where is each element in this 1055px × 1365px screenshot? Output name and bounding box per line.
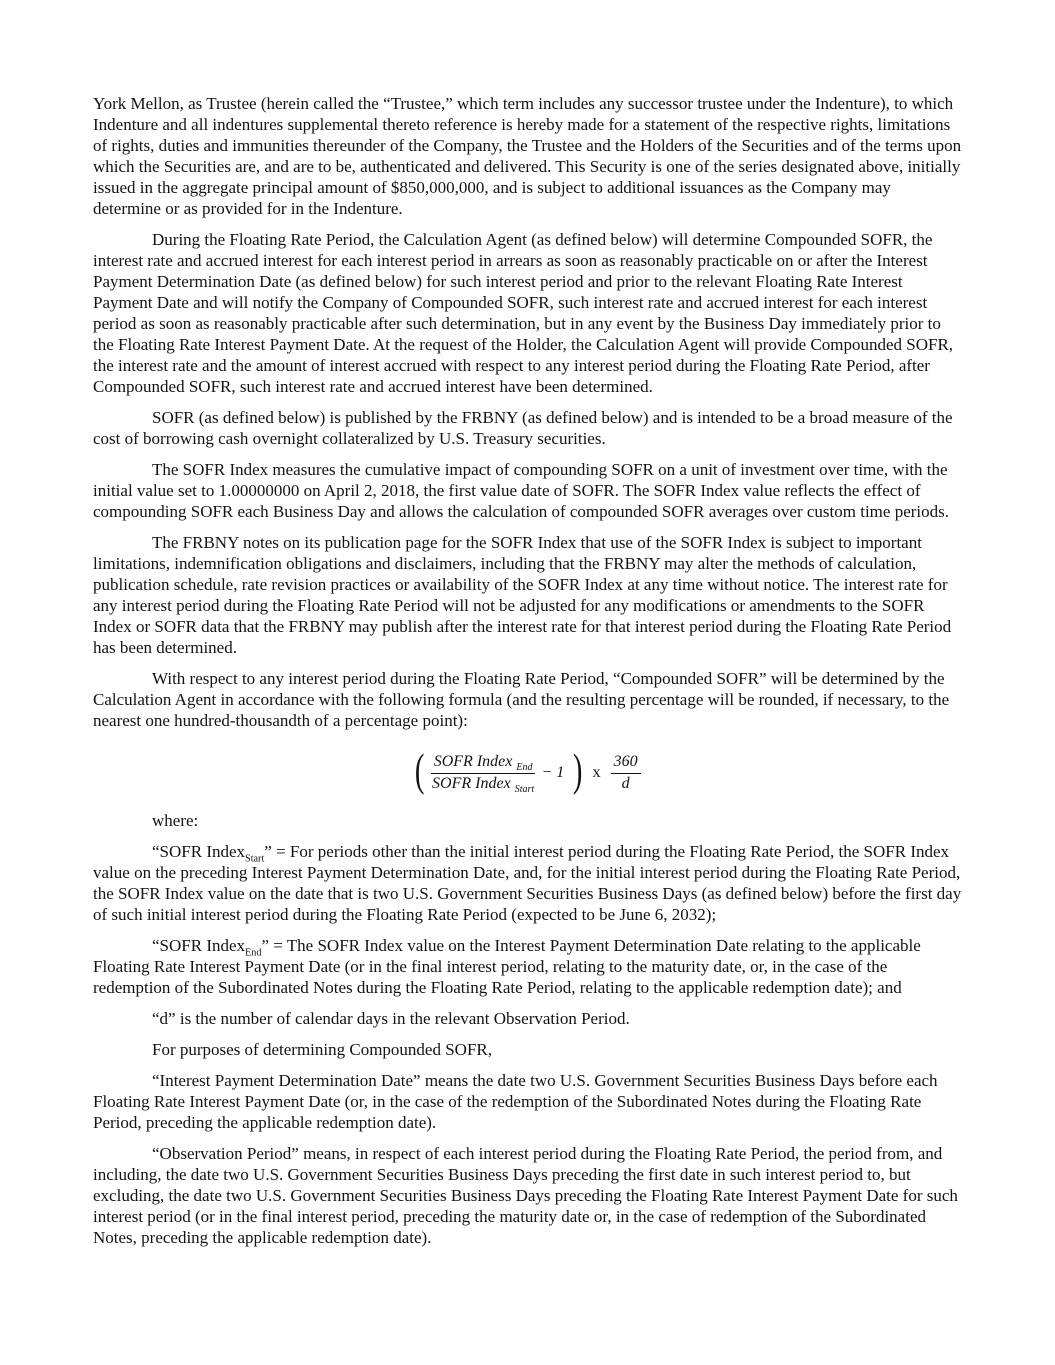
paragraph-sofr-definition: SOFR (as defined below) is published by the FRBNY (as defined below) and is intended to be a broad measure of the cost of borrowing cash overnight collateralized by U.S. Treasury securities. — [93, 408, 953, 448]
formula-denominator-text: SOFR Index — [432, 775, 515, 792]
formula-denominator-subscript: Start — [514, 784, 535, 796]
formula-numerator — [431, 753, 536, 774]
formula-minus-one: − 1 — [541, 763, 565, 781]
paragraph-formula-intro: With respect to any interest period during the Floating Rate Period, “Compounded SOFR” will be determined by the Calculation Agent in accordance with the following formula (and the resulting percentage will be rounded, if necessary, to the nearest one hundred-thousandth of a percentage point): — [93, 669, 950, 730]
formula-index-ratio — [431, 753, 536, 794]
paragraph-observation-period: “Observation Period” means, in respect of each interest period during the Floating Rate Period, the period from, and including, the date two U.S. Government Securities Business Days preceding the first date in such interest period to, but excluding, the date two U.S. Government Securities Business Days preceding the Floating Rate Interest Payment Date for such interest period (or in the final interest period, preceding the maturity date or, in the case of redemption of the Subordinated Notes, preceding the applicable redemption date). — [93, 1144, 958, 1247]
formula-numerator-subscript: End — [516, 761, 533, 773]
paragraph-for-purposes: For purposes of determining Compounded SOFR, — [152, 1040, 492, 1059]
paragraph-d-definition: “d” is the number of calendar days in the relevant Observation Period. — [152, 1009, 630, 1028]
paragraph-where-label: where: — [152, 811, 199, 830]
formula-day-count-numerator: 360 — [611, 753, 641, 774]
formula-close-paren: ) — [573, 744, 583, 795]
formula-multiplier: x — [592, 763, 601, 781]
document-body — [93, 93, 963, 1248]
paragraph-sofr-index-end-definition: “SOFR Index$_{End}$” = The SOFR Index value on the Interest Payment Determination Date relating to the applicable Floating Rate Interest Payment Date (or in the final interest period, relating to the maturity date, or, in the case of the redemption of the Subordinated Notes during the Floating Rate Period, relating to the applicable redemption date); and — [93, 936, 921, 997]
formula-day-count-denominator: d — [621, 775, 630, 792]
paragraph-trustee-continuation: York Mellon, as Trustee (herein called the “Trustee,” which term includes any successor trustee under the Indenture), to which Indenture and all indentures supplemental thereto reference is hereby made for a statement of the respective rights, limitations of rights, duties and immunities thereunder of the Company, the Trustee and the Holders of the Securities and of the terms upon which the Securities are, and are to be, authenticated and delivered. This Security is one of the series designated above, initially issued in the aggregate principal amount of $850,000,000, and is subject to additional issuances as the Company may determine or as provided for in the Indenture. — [93, 94, 962, 218]
formula-denominator — [432, 774, 535, 796]
paragraph-sofr-index-start-definition: “SOFR Index$_{Start}$” = For periods other than the initial interest period during the Floating Rate Period, the SOFR Index value on the preceding Interest Payment Determination Date, and, for the initial interest period during the Floating Rate Period, the SOFR Index value on the date that is two U.S. Government Securities Business Days (as defined below) before the first day of such initial interest period during the Floating Rate Period (expected to be June 6, 2032); — [93, 842, 962, 924]
compounded-sofr-formula — [93, 746, 963, 800]
formula-numerator-text: SOFR Index — [433, 752, 517, 770]
paragraph-interest-payment-determination-date: “Interest Payment Determination Date” means the date two U.S. Government Securities Business Days before each Floating Rate Interest Payment Date (or, in the case of the redemption of the Subordinated Notes during the Floating Rate Period, preceding the applicable redemption date). — [93, 1071, 938, 1132]
paragraph-calculation-agent: During the Floating Rate Period, the Calculation Agent (as defined below) will determine Compounded SOFR, the interest rate and accrued interest for each interest period in arrears as soon as reasonably practicable on or after the Interest Payment Determination Date (as defined below) for such interest period and prior to the relevant Floating Rate Interest Payment Date and will notify the Company of Compounded SOFR, such interest rate and accrued interest for each interest period as soon as reasonably practicable after such determination, but in any event by the Business Day immediately prior to the Floating Rate Interest Payment Date. At the request of the Holder, the Calculation Agent will provide Compounded SOFR, the interest rate and the amount of interest accrued with respect to any interest period during the Floating Rate Period, after Compounded SOFR, such interest rate and accrued interest have been determined. — [93, 230, 954, 396]
formula-day-count-ratio — [611, 753, 641, 794]
paragraph-sofr-index: The SOFR Index measures the cumulative impact of compounding SOFR on a unit of investment over time, with the initial value set to 1.00000000 on April 2, 2018, the first value date of SOFR. The SOFR Index value reflects the effect of compounding SOFR each Business Day and allows the calculation of compounded SOFR averages over custom time periods. — [93, 460, 949, 521]
paragraph-frbny-disclaimer: The FRBNY notes on its publication page for the SOFR Index that use of the SOFR Index is subject to important limitations, indemnification obligations and disclaimers, including that the FRBNY may alter the methods of calculation, publication schedule, rate revision practices or availability of the SOFR Index at any time without notice. The interest rate for any interest period during the Floating Rate Period will not be adjusted for any modifications or amendments to the SOFR Index or SOFR data that the FRBNY may publish after the interest rate for that interest period during the Floating Rate Period has been determined. — [93, 533, 952, 657]
formula-open-paren: ( — [415, 744, 425, 795]
